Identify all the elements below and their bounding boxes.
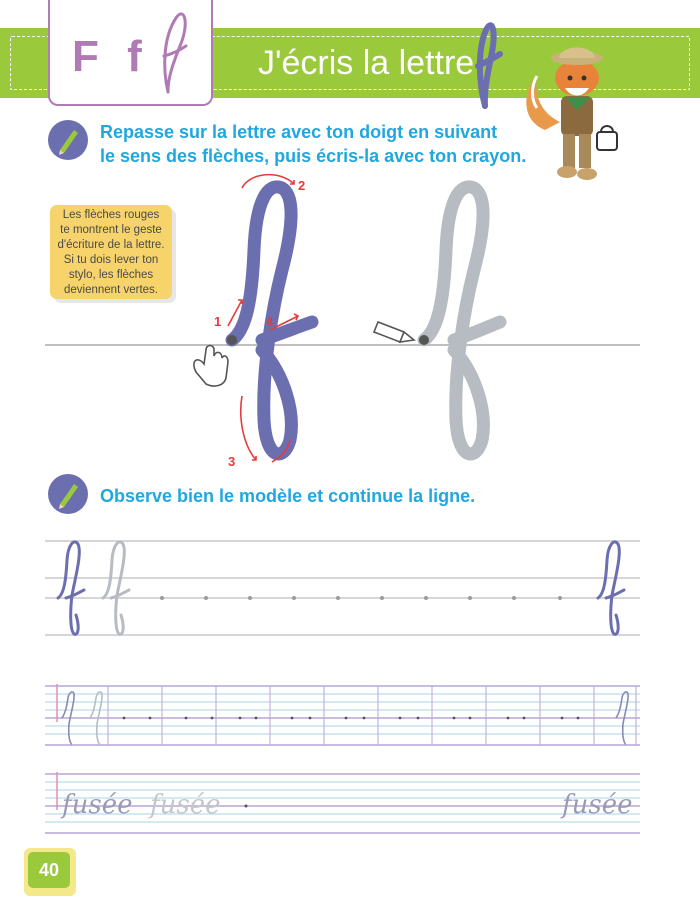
note-line: deviennent vertes. [64, 284, 158, 296]
stroke-number-1: 1 [214, 314, 222, 329]
model-word-1: fusée [62, 790, 133, 820]
page-number: 40 [28, 852, 70, 888]
row-large-grey-f [103, 542, 129, 634]
note-line: stylo, les flèches [68, 269, 154, 281]
note-line: d'écriture de la lettre. [57, 239, 165, 251]
note-line: Si tu dois lever ton [63, 254, 159, 266]
row-large-end-f [598, 542, 624, 634]
stroke-number-4: 4 [266, 314, 274, 329]
letter-tab-print: F f [72, 32, 150, 81]
practice-row-seyes-2 [45, 772, 640, 833]
note-line: Les flèches rouges [62, 209, 160, 221]
note-line: te montrent le geste [60, 224, 162, 236]
grey-word-2: fusée [150, 790, 221, 820]
instruction-2: Observe bien le modèle et continue la ligne. [100, 486, 476, 506]
row-large-model-f [58, 542, 84, 634]
instruction-1-line-2: le sens des flèches, puis écris-la avec ton crayon. [100, 146, 527, 166]
page-title: J'écris la lettre [258, 44, 475, 82]
stroke-number-2: 2 [298, 178, 306, 193]
practice-row-seyes-1 [45, 684, 640, 745]
stroke-number-3: 3 [228, 454, 236, 469]
practice-row-large [45, 541, 640, 635]
instruction-1-line-1: Repasse sur la lettre avec ton doigt en suivant [100, 122, 498, 142]
model-word-end: fusée [562, 790, 633, 820]
